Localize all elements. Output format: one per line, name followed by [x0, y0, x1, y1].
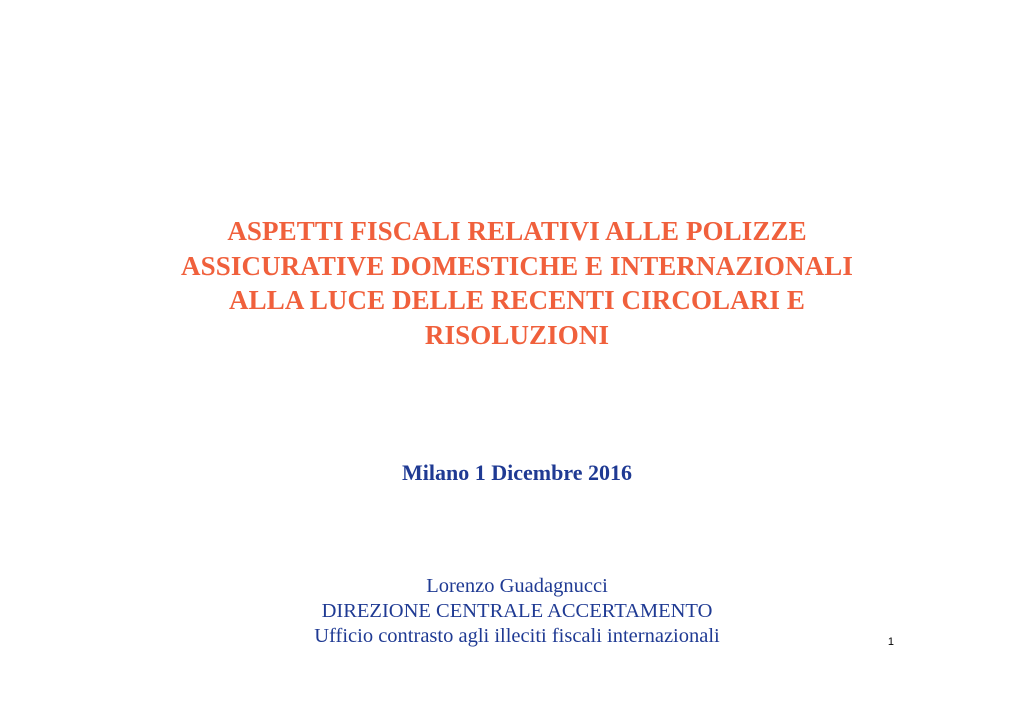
slide-title: [0, 214, 1024, 352]
speaker-office: Ufficio contrasto agli illeciti fiscali internazionali: [314, 625, 720, 647]
title-line-4: RISOLUZIONI: [424, 319, 610, 350]
speaker-name: Lorenzo Guadagnucci: [426, 575, 608, 597]
event-date: Milano 1 Dicembre 2016: [402, 460, 632, 485]
title-line-2: ASSICURATIVE DOMESTICHE E INTERNAZIONALI: [181, 250, 853, 281]
speaker-block: [0, 574, 1024, 649]
page-number: 1: [887, 636, 894, 648]
speaker-department: DIREZIONE CENTRALE ACCERTAMENTO: [321, 600, 713, 622]
title-line-3: ALLA LUCE DELLE RECENTI CIRCOLARI E: [229, 285, 805, 315]
title-line-1: ASPETTI FISCALI RELATIVI ALLE POLIZZE: [227, 216, 807, 246]
